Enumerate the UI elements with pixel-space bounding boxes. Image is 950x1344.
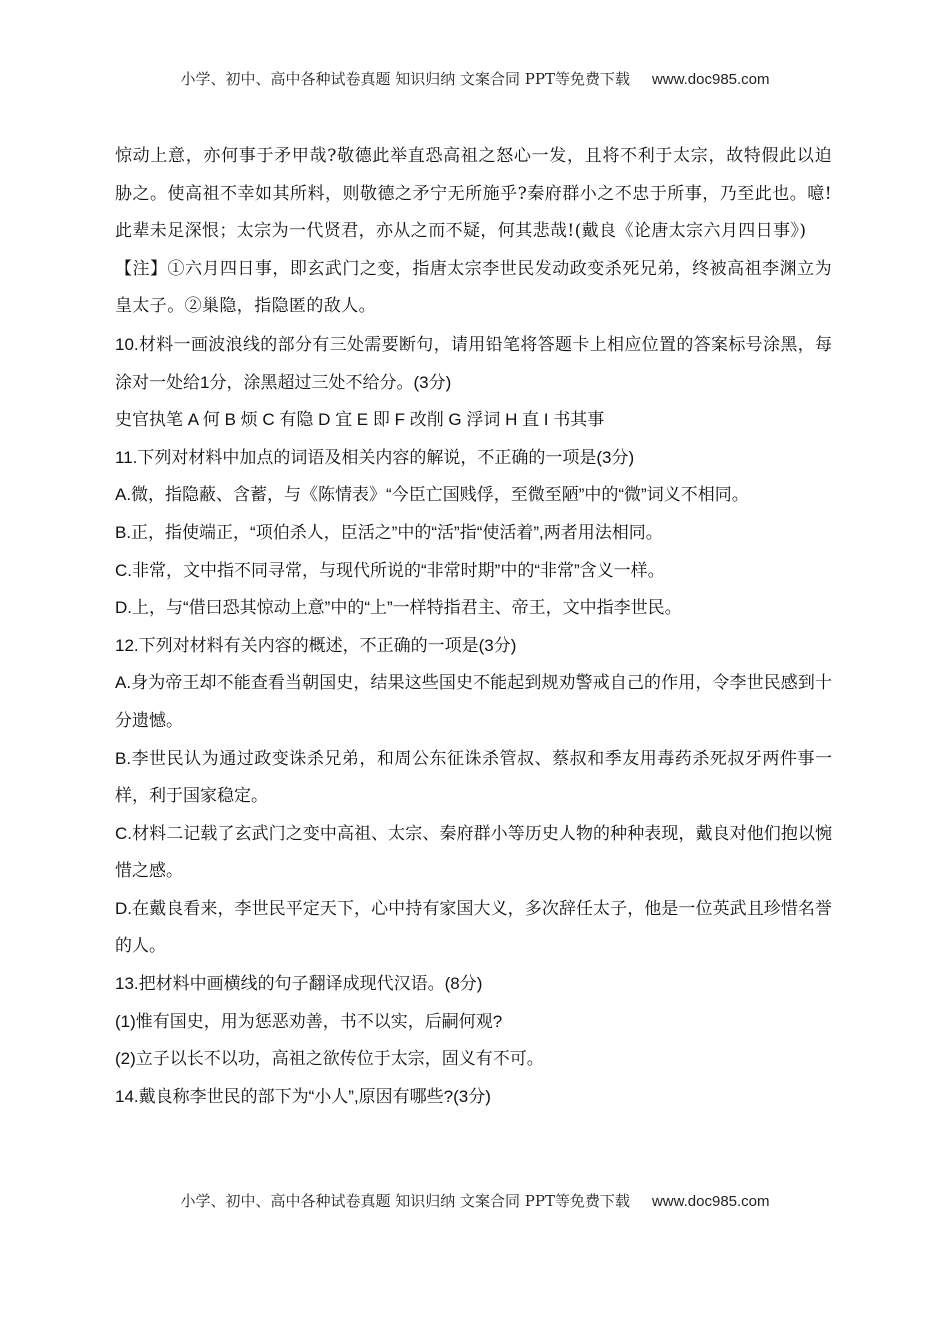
passage-paragraph: 惊动上意，亦何事于矛甲哉?敬德此举直恐高祖之怒心一发，且将不利于太宗，故特假此以迫胁之。使高祖不幸如其所料，则敬德之矛宁无所施乎?秦府群小之不忠于所事，乃至此也。噫!此辈未足深恨；太宗为一代贤君，亦从之而不疑，何其悲哉!(戴良《论唐太宗六月四日事》) <box>115 146 832 242</box>
document-body <box>115 138 832 1115</box>
question-13-item-1: (1)惟有国史，用为惩恶劝善，书不以实，后嗣何观? <box>115 1011 503 1031</box>
question-12-option-d: D.在戴良看来，李世民平定天下，心中持有家国大义，多次辞任太子，他是一位英武且珍惜名誉的人。 <box>115 898 832 956</box>
header-site-link[interactable]: www.doc985.com <box>651 71 770 88</box>
question-12-option-b: B.李世民认为通过政变诛杀兄弟，和周公东征诛杀管叔、蔡叔和季友用毒药杀死叔牙两件事一样，利于国家稳定。 <box>115 748 832 806</box>
page-footer <box>0 1190 950 1211</box>
annotation-note: 【注】①六月四日事，即玄武门之变，指唐太宗李世民发动政变杀死兄弟，终被高祖李渊立为皇太子。②巢隐，指隐匿的敌人。 <box>115 258 832 317</box>
question-13-item-2: (2)立子以长不以功，高祖之欲传位于太宗，固义有不可。 <box>115 1049 544 1069</box>
footer-site-link[interactable]: www.doc985.com <box>651 1193 770 1210</box>
question-12-option-a: A.身为帝王却不能查看当朝国史，结果这些国史不能起到规劝警戒自己的作用，令李世民感到十分遗憾。 <box>115 673 832 730</box>
question-10: 10.材料一画波浪线的部分有三处需要断句，请用铅笔将答题卡上相应位置的答案标号涂黑，每涂对一处给1分，涂黑超过三处不给分。(3分) <box>115 334 832 392</box>
page-header <box>0 68 950 89</box>
question-14: 14.戴良称李世民的部下为“小人”,原因有哪些?(3分) <box>115 1086 491 1106</box>
question-12-option-c: C.材料二记载了玄武门之变中高祖、太宗、秦府群小等历史人物的种种表现，戴良对他们抱以惋惜之感。 <box>115 823 832 881</box>
header-text: 小学、初中、高中各种试卷真题 知识归纳 文案合同 PPT等免费下载 <box>180 70 630 88</box>
footer-text: 小学、初中、高中各种试卷真题 知识归纳 文案合同 PPT等免费下载 <box>180 1192 630 1210</box>
question-11-option-c: C.非常，文中指不同寻常，与现代所说的“非常时期”中的“非常”含义一样。 <box>115 560 665 580</box>
question-11: 11.下列对材料中加点的词语及相关内容的解说，不正确的一项是(3分) <box>115 447 635 467</box>
question-12: 12.下列对材料有关内容的概述，不正确的一项是(3分) <box>115 635 517 655</box>
question-11-option-a: A.微，指隐蔽、含蓄，与《陈情表》“今臣亡国贱俘，至微至陋”中的“微”词义不相同。 <box>115 485 749 505</box>
question-11-option-d: D.上，与“借曰恐其惊动上意”中的“上”一样特指君主、帝王，文中指李世民。 <box>115 598 682 618</box>
question-10-sentence: 史官执笔 A 何 B 烦 C 有隐 D 宜 E 即 F 改削 G 浮词 H 直 I 书其事 <box>115 410 605 430</box>
question-11-option-b: B.正，指使端正，“项伯杀人，臣活之”中的“活”指“使活着”,两者用法相同。 <box>115 522 663 542</box>
question-13: 13.把材料中画横线的句子翻译成现代汉语。(8分) <box>115 974 483 994</box>
